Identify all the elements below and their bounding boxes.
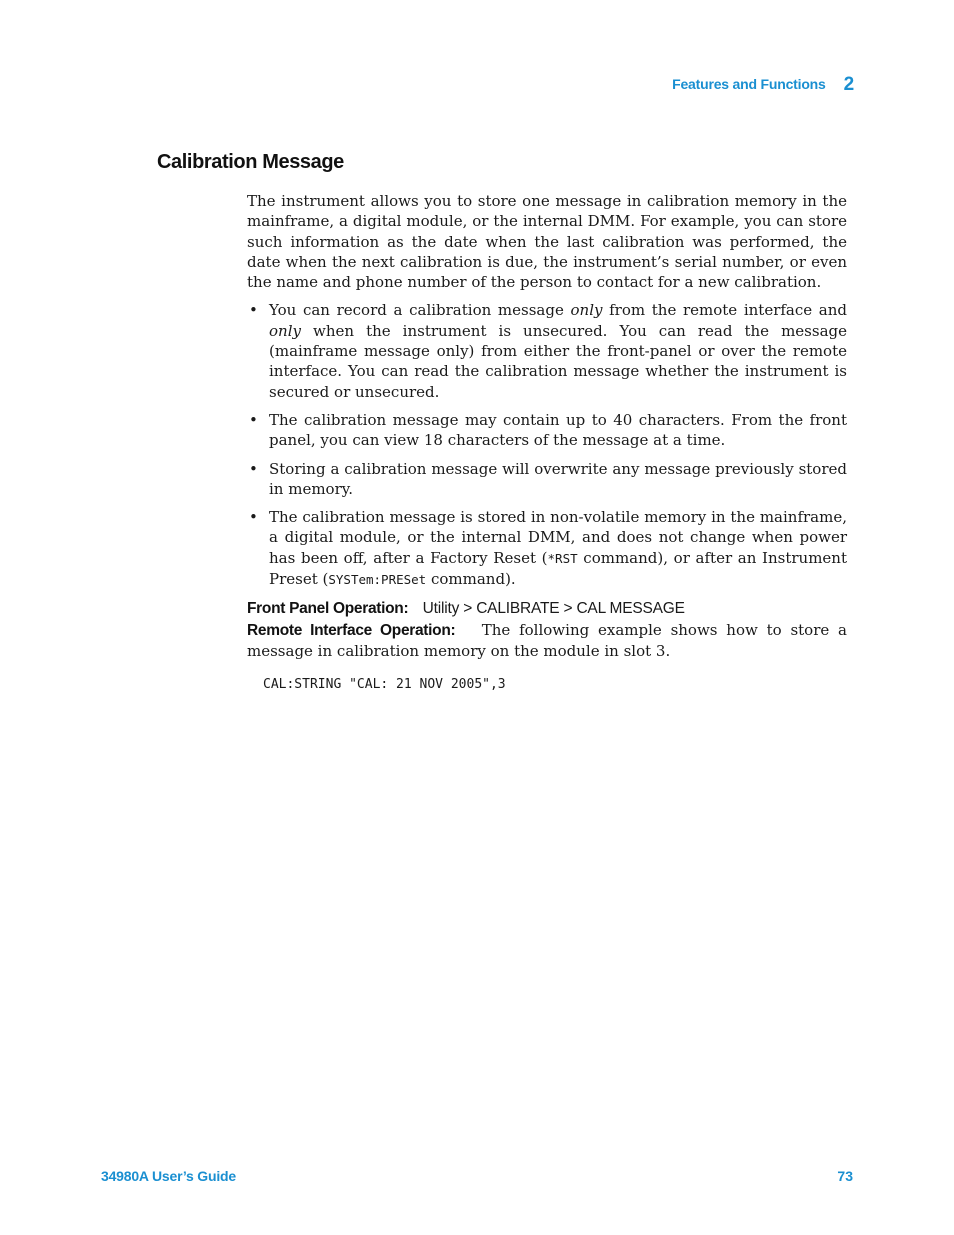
bullet-list [247,300,847,590]
bullet-text: when the instrument is unsecured. You can read the message (mainframe message only) from either the front-panel or over the remote interface. You can read the calibration message whether the instrument is secured or unsecured. [269,321,847,401]
bullet-text: The calibration message may contain up to 40 characters. From the front panel, you can view 18 characters of the message at a time. [269,410,847,450]
front-panel-label: Front Panel Operation: [247,600,409,618]
header-chapter-number: 2 [843,74,854,95]
list-item [247,459,847,500]
emphasis-text: only [269,321,301,340]
bullet-text: Storing a calibration message will overwrite any message previously stored in memory. [269,459,847,498]
header-section-name: Features and Functions [672,76,826,92]
bullet-text: from the remote interface and [602,301,847,320]
emphasis-text: only [570,301,603,320]
footer-guide-title: 34980A User’s Guide [101,1168,236,1184]
remote-interface-text: The following example shows how to store a message in calibration memory on the module in slot 3. [247,620,847,660]
inline-code: SYSTem:PRESet [328,572,427,588]
bullet-text: command), or after an Instrument Preset ( [269,548,847,589]
front-panel-menu-path: Utility > CALIBRATE > CAL MESSAGE [422,600,685,618]
bullet-text: The calibration message is stored in non-volatile memory in the mainframe, a digital module, or the internal DMM, and does not change when power has been off, after a Factory Reset ( [269,508,847,567]
inline-code: *RST [547,550,578,566]
bullet-text: You can record a calibration message [269,301,571,320]
code-example: CAL:STRING "CAL: 21 NOV 2005",3 [263,677,506,693]
bullet-text: command). [426,570,516,589]
list-item [247,300,847,401]
front-panel-operation [247,598,847,619]
remote-interface-operation [247,620,847,662]
footer-page-number: 73 [837,1168,853,1184]
intro-paragraph: The instrument allows you to store one message in calibration memory in the mainframe, a digital module, or the internal DMM. For example, you can store such information as the date when the last calibration was performed, the date when the next calibration is due, the instrument’s serial number, or even the name and phone number of the person to contact for a new calibration. [247,192,847,292]
remote-interface-label: Remote Interface Operation: [247,621,456,639]
running-header [672,74,854,96]
section-title: Calibration Message [157,151,344,173]
section-body [247,191,847,696]
list-item [247,410,847,451]
list-item [247,507,847,590]
